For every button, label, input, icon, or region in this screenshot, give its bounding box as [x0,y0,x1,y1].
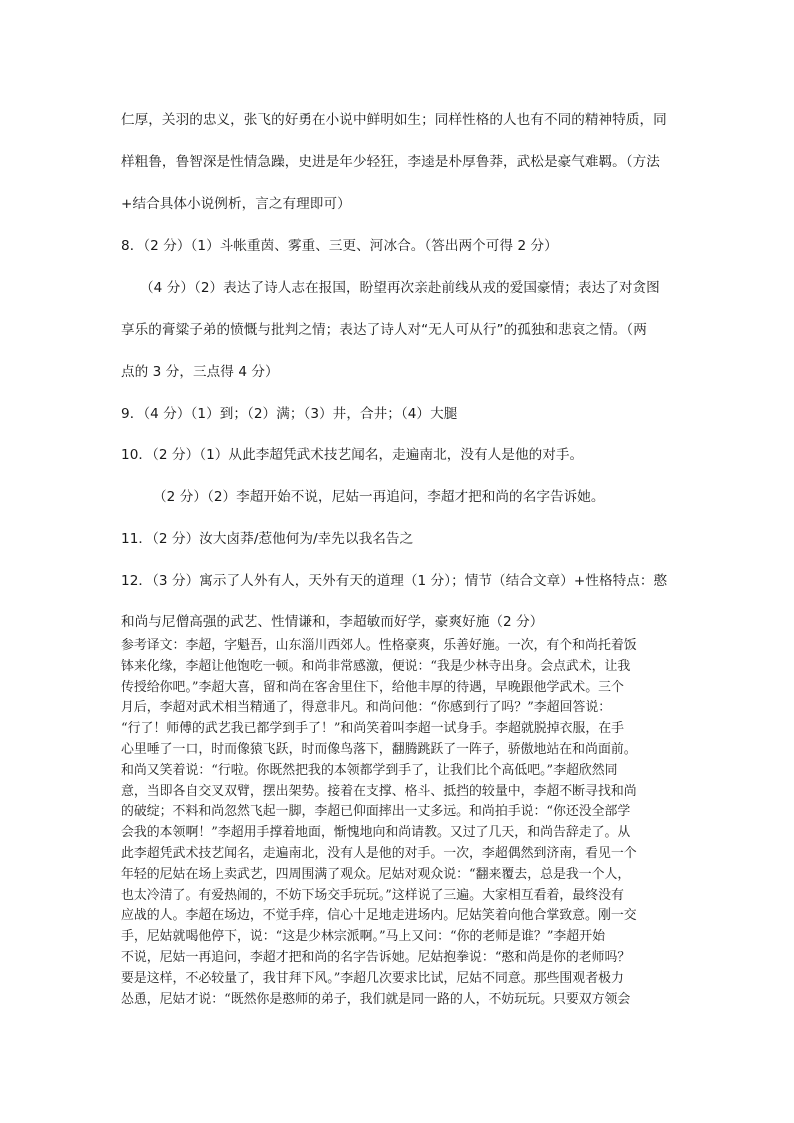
translation-line: 钵来化缘，李超让他饱吃一顿。和尚非常感激，便说：“我是少林寺出身。会点武术，让我 [121,658,631,674]
translation-line: 此李超凭武术技艺闻名，走遍南北，没有人是他的对手。一次，李超偶然到济南，看见一个 [121,845,637,861]
translation-line: 参考译文：李超，字魁吾，山东淄川西郊人。性格豪爽，乐善好施。一次，有个和尚托着饭 [121,638,637,653]
text-line: 享乐的膏粱子弟的愤慨与批判之情；表达了诗人对“无人可从行”的孤独和悲哀之情。（两 [121,322,647,338]
translation-line: 要是这样，不必较量了，我甘拜下风。”李超几次要求比试，尼姑不同意。那些围观者极力 [121,970,624,986]
translation-line: 的破绽；不料和尚忽然飞起一脚，李超已仰面摔出一丈多远。和尚拍手说：“你还没全部学 [121,804,631,820]
answer-8-part1: 8．（2 分）（1）斗帐重茵、雾重、三更、河冰合。（答出两个可得 2 分） [121,238,558,254]
text-line: 点的 3 分，三点得 4 分） [121,364,279,380]
translation-line: 怂恿，尼姑才说：“既然你是憨师的弟子，我们就是同一路的人，不妨玩玩。只要双方领会 [121,991,631,1007]
translation-line: 年轻的尼姑在场上卖武艺，四周围满了观众。尼姑对观众说：“翻来覆去，总是我一个人， [121,866,631,882]
translation-line: 意，当即各自交叉双臂，摆出架势。接着在支撑、格斗、抵挡的较量中，李超不断寻找和尚 [121,783,637,799]
text-line: 和尚与尼僧高强的武艺、性情谦和，李超敏而好学，豪爽好施（2 分） [121,614,544,630]
translation-line: 和尚又笑着说：“行啦。你既然把我的本领都学到手了，让我们比个高低吧。”李超欣然同 [121,762,618,778]
translation-line: 传授给你吧。”李超大喜，留和尚在客舍里住下，给他丰厚的待遇，早晚跟他学武术。三个 [121,679,624,695]
text-line: 仁厚，关羽的忠义，张飞的好勇在小说中鲜明如生；同样性格的人也有不同的精神特质，同 [121,112,667,128]
translation-line: 月后，李超对武术相当精通了，得意非凡。和尚问他：“你感到行了吗？”李超回答说： [121,700,612,716]
answer-8-part2: （4 分）（2）表达了诗人志在报国，盼望再次亲赴前线从戎的爱国豪情；表达了对贪图 [140,280,660,296]
answer-9: 9．（4 分）（1）到；（2）满；（3）井，合井；（4）大腿 [121,406,458,422]
translation-line: 应战的人。李超在场边，不觉手痒，信心十足地走进场内。尼姑笑着向他合掌致意。刚一交 [121,908,637,924]
text-line: +结合具体小说例析，言之有理即可） [121,196,351,212]
reference-translation [121,636,686,1010]
translation-line: 手，尼姑就喝他停下，说：“这是少林宗派啊。”马上又问：“你的老师是谁？”李超开始 [121,929,605,945]
translation-line: 也太冷清了。有爱热闹的，不妨下场交手玩玩。”这样说了三遍。大家相互看着，最终没有 [121,887,624,903]
translation-line: 会我的本领啊！”李超用手撑着地面，惭愧地向和尚请教。又过了几天，和尚告辞走了。从 [121,825,631,841]
translation-line: 心里唾了一口，时而像猿飞跃，时而像鸟落下，翻腾跳跃了一阵子，骄傲地站在和尚面前。 [121,741,637,757]
text-line: 样粗鲁，鲁智深是性情急躁，史进是年少轻狂，李逵是朴厚鲁莽，武松是豪气难羁。（方法 [121,154,660,170]
answer-10-part1: 10．（2 分）（1）从此李超凭武术技艺闻名，走遍南北，没有人是他的对手。 [121,447,584,463]
answer-10-part2: （2 分）（2）李超开始不说，尼姑一再追问，李超才把和尚的名字告诉她。 [153,489,605,505]
translation-line: “行了！师傅的武艺我已都学到手了！”和尚笑着叫李超一试身手。李超就脱掉衣服，在手 [121,721,625,737]
answer-12: 12．（3 分）寓示了人外有人，天外有天的道理（1 分）；情节（结合文章）+性格特点：憨 [121,573,668,589]
translation-line: 不说，尼姑一再追问，李超才把和尚的名字告诉她。尼姑抱拳说：“憨和尚是你的老师吗？ [121,949,631,965]
answer-11: 11．（2 分）汝大卤莽/惹他何为/幸先以我名告之 [121,531,414,547]
